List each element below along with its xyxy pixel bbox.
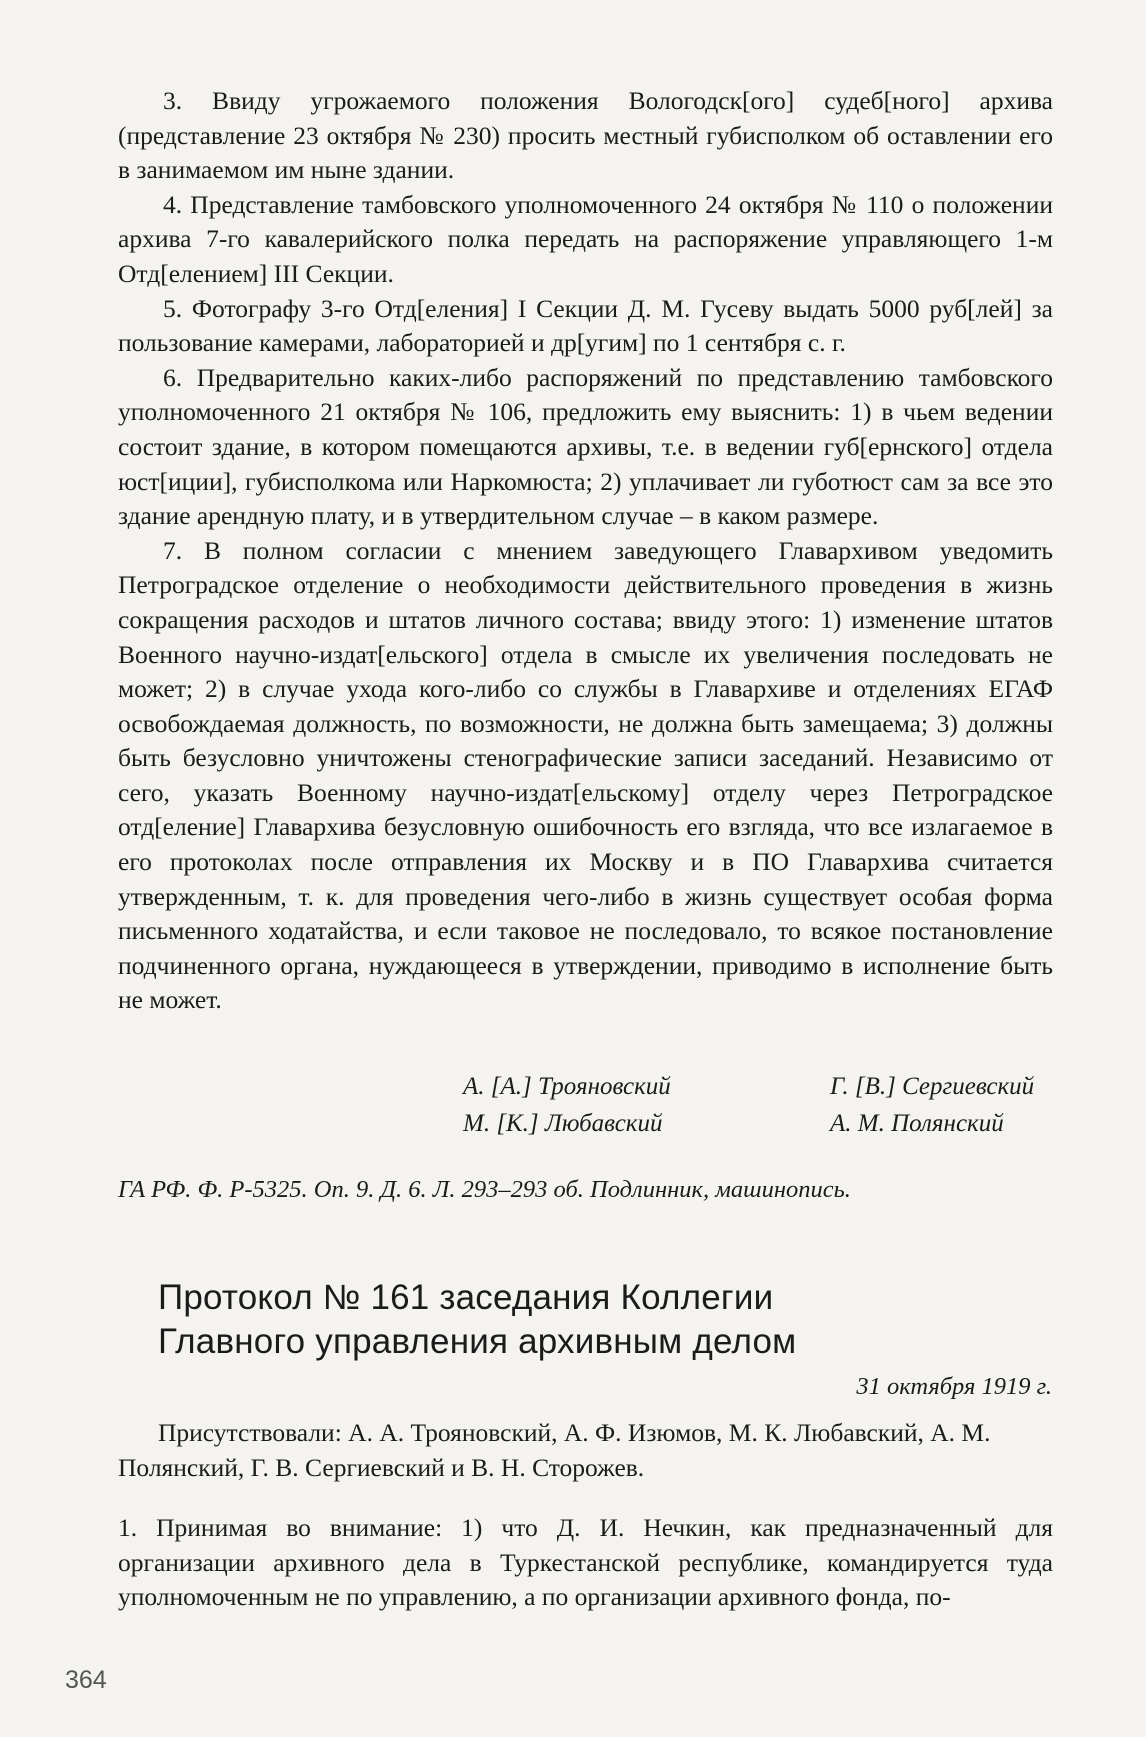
resolutions-block [118,84,1053,1018]
page-number: 364 [65,1666,107,1694]
signature-lyubavsky: М. [К.] Любавский [463,1110,663,1137]
paragraph-6: 6. Предварительно каких-либо распоряжений по представлению тамбовского уполномоченного 21 октября № 106, предложить ему выяснить: 1) в чьем ведении состоит здание, в котором помещаются архивы, т.е. в ведении губ[ернского] отдела юст[иции], губисполкома или Наркомюста; 2) уплачивает ли губотюст сам за все это здание арендную плату, и в утвердительном случае – в каком размере. [118,362,1053,531]
paragraph-5: 5. Фотографу 3-го Отд[еления] I Секции Д. М. Гусеву выдать 5000 руб[лей] за пользование камерами, лабораторией и др[угим] по 1 сентября с. г. [118,293,1053,358]
signature-troyanovsky: А. [А.] Трояновский [463,1073,671,1100]
signature-polyansky: А. М. Полянский [830,1110,1004,1137]
protocol-title-line-1: Протокол № 161 заседания Коллегии [158,1278,774,1317]
paragraph-4: 4. Представление тамбовского уполномоченного 24 октября № 110 о положении архива 7-го кавалерийского полка передать на распоряжение управляющего 1-м Отд[елением] III Секции. [118,189,1053,288]
protocol-item-1: 1. Принимая во внимание: 1) что Д. И. Нечкин, как предназначенный для организации архивного дела в Туркестанской республике, командируется туда уполномоченным не по управлению, а по организации архивного фонда, по- [118,1513,1053,1612]
signatures-block [118,1070,1053,1150]
paragraph-3: 3. Ввиду угрожаемого положения Вологодск[ого] судеб[ного] архива (представление 23 октября № 230) просить местный губисполком об оставлении его в занимаемом им ныне здании. [118,86,1053,185]
protocol-date: 31 октября 1919 г. [856,1373,1052,1400]
archival-source: ГА РФ. Ф. Р-5325. Оп. 9. Д. 6. Л. 293–293 об. Подлинник, машинопись. [118,1176,851,1203]
signature-sergievsky: Г. [В.] Сергиевский [830,1073,1035,1100]
paragraph-7: 7. В полном согласии с мнением заведующего Главархивом уведомить Петроградское отделение о необходимости действительного проведения в жизнь сокращения расходов и штатов личного состава; ввиду этого: 1) изменение штатов Военного научно-издат[ельского] отдела в смысле их увеличения последовать не может; 2) в случае ухода кого-либо со службы в Главархиве и отделениях ЕГАФ освобождаемая должность, по возможности, не должна быть замещаема; 3) должны быть безусловно уничтожены стенографические записи заседаний. Независимо от сего, указать Военному научно-издат[ельскому] отделу через Петроградское отд[еление] Главархива безусловную ошибочность его взгляда, что все излагаемое в его протоколах после отправления их Москву и в ПО Главархива считается утвержденным, т. к. для проведения чего-либо в жизнь существует особая форма письменного ходатайства, и если таковое не последовало, то всякое постановление подчиненного органа, нуждающееся в утверждении, приводимо в исполнение быть не может. [118,535,1053,1015]
protocol-title-line-2: Главного управления архивным делом [158,1322,797,1361]
protocol-title [158,1276,1058,1364]
attendees: Присутствовали: А. А. Трояновский, А. Ф. Изюмов, М. К. Любавский, А. М. Полянский, Г. В. Сергиевский и В. Н. Сторожев. [118,1418,991,1482]
